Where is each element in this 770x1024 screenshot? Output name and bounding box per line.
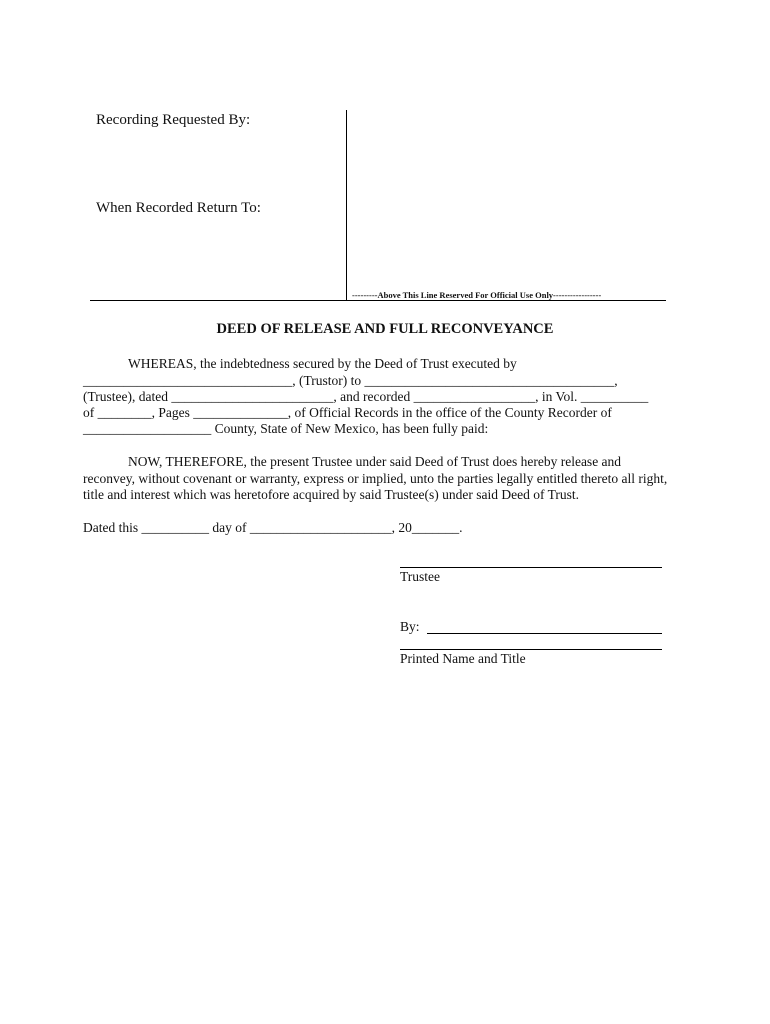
official-use-reserved-note: ---------Above This Line Reserved For Official Use Only----------------- [352, 290, 602, 300]
whereas-line-4: of ________, Pages ______________, of Official Records in the office of the County Recorder of [83, 405, 612, 420]
now-therefore-line-3: title and interest which was heretofore acquired by said Trustee(s) under said Deed of Trust. [83, 487, 580, 502]
printed-name-line [400, 649, 662, 650]
by-label: By: [400, 619, 420, 634]
recording-requested-by-label: Recording Requested By: [96, 112, 251, 128]
trustee-signature-line [400, 567, 662, 568]
whereas-line-2: _______________________________, (Trustor) to _____________________________________, [83, 373, 618, 388]
header-vertical-divider [346, 110, 347, 300]
printed-name-and-title-label: Printed Name and Title [400, 651, 526, 666]
whereas-line-1: WHEREAS, the indebtedness secured by the Deed of Trust executed by [128, 356, 517, 371]
now-therefore-line-1: NOW, THEREFORE, the present Trustee under said Deed of Trust does hereby release and [128, 454, 622, 469]
whereas-line-5: ___________________ County, State of New Mexico, has been fully paid: [83, 421, 489, 436]
by-signature-line [427, 633, 662, 634]
header-horizontal-divider [90, 300, 666, 301]
when-recorded-return-to-label: When Recorded Return To: [96, 200, 261, 216]
whereas-line-3: (Trustee), dated ________________________, and recorded __________________, in Vol. __________ [83, 389, 649, 404]
now-therefore-line-2: reconvey, without covenant or warranty, express or implied, unto the parties legally entitled thereto all right, [83, 471, 668, 486]
document-title: DEED OF RELEASE AND FULL RECONVEYANCE [216, 321, 554, 337]
dated-line: Dated this __________ day of _____________________, 20_______. [83, 520, 463, 535]
trustee-label: Trustee [400, 569, 441, 584]
